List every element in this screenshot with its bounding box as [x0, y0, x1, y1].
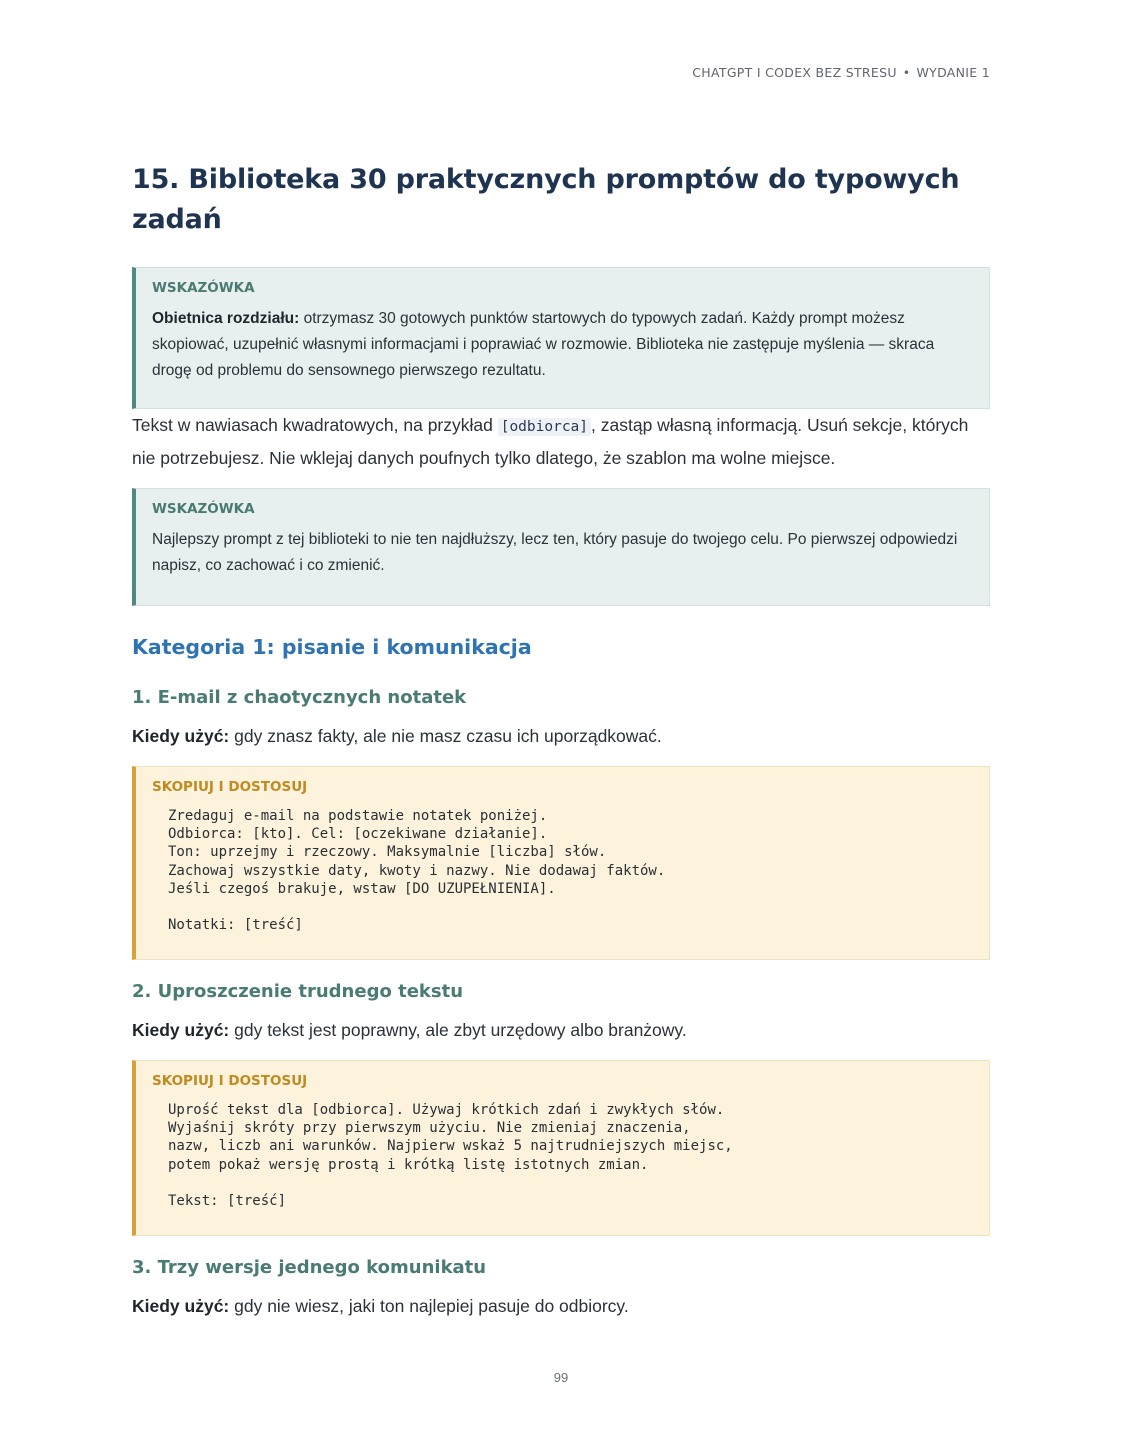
intro-text-start: Tekst w nawiasach kwadratowych, na przykład: [132, 415, 498, 435]
copy-box-label: SKOPIUJ I DOSTOSUJ: [152, 1073, 308, 1089]
copy-prompt-box: [132, 766, 990, 960]
hint-label: WSKAZÓWKA: [152, 280, 255, 296]
book-title: CHATGPT I CODEX BEZ STRESU: [692, 65, 897, 80]
when-label: Kiedy użyć:: [132, 1296, 230, 1316]
copy-prompt-box: [132, 1060, 990, 1236]
intro-paragraph: [132, 410, 990, 474]
running-header: [692, 65, 990, 80]
hint-text: [152, 306, 973, 384]
page-content: [132, 160, 990, 1320]
when-text: gdy tekst jest poprawny, ale zbyt urzędowy albo branżowy.: [229, 1020, 687, 1040]
prompt-heading: 1. E-mail z chaotycznych notatek: [132, 687, 467, 708]
prompt-code[interactable]: Uprość tekst dla [odbiorca]. Używaj krótkich zdań i zwykłych słów. Wyjaśnij skróty przy pierwszym użyciu. Nie zmieniaj znaczenia, nazw, liczb ani warunków. Najpierw wskaż 5 najtrudniejszych miejsc, potem pokaż wersję prostą i krótką listę istotnych zmian. Tekst: [treść]: [168, 1102, 733, 1210]
hint-box: [132, 488, 990, 606]
header-separator: •: [902, 65, 911, 80]
hint-box: [132, 267, 990, 409]
when-text: gdy nie wiesz, jaki ton najlepiej pasuje do odbiorcy.: [229, 1296, 629, 1316]
page-number: 99: [553, 1370, 569, 1385]
hint-label: WSKAZÓWKA: [152, 501, 255, 517]
edition-label: WYDANIE 1: [916, 65, 990, 80]
hint-bold-lead: Obietnica rozdziału:: [152, 310, 300, 327]
when-to-use: [132, 722, 990, 750]
intro-text-end: , zastąp własną informacją. Usuń sekcje, których nie potrzebujesz. Nie wklejaj danych poufnych tylko dlatego, że szablon ma wolne miejsce.: [132, 415, 969, 468]
prompt-code[interactable]: Zredaguj e-mail na podstawie notatek poniżej. Odbiorca: [kto]. Cel: [oczekiwane działanie]. Ton: uprzejmy i rzeczowy. Maksymalnie [liczba] słów. Zachowaj wszystkie daty, kwoty i nazwy. Nie dodawaj faktów. Jeśli czegoś brakuje, wstaw [DO UZUPEŁNIENIA]. Notatki: [treść]: [168, 808, 666, 934]
when-to-use: [132, 1292, 990, 1320]
prompt-heading: 2. Uproszczenie trudnego tekstu: [132, 981, 464, 1002]
inline-code-placeholder: [odbiorca]: [498, 418, 591, 436]
category-heading: Kategoria 1: pisanie i komunikacja: [132, 635, 532, 659]
hint-text: Najlepszy prompt z tej biblioteki to nie ten najdłuższy, lecz ten, który pasuje do twojego celu. Po pierwszej odpowiedzi napisz, co zachować i co zmienić.: [152, 531, 958, 574]
prompt-heading: 3. Trzy wersje jednego komunikatu: [132, 1257, 487, 1278]
when-label: Kiedy użyć:: [132, 1020, 230, 1040]
hint-body: otrzymasz 30 gotowych punktów startowych do typowych zadań. Każdy prompt możesz skopiować, uzupełnić własnymi informacjami i poprawiać w rozmowie. Biblioteka nie zastępuje myślenia — skraca drogę od problemu do sensownego pierwszego rezultatu.: [152, 310, 935, 379]
when-text: gdy znasz fakty, ale nie masz czasu ich uporządkować.: [229, 726, 662, 746]
copy-box-label: SKOPIUJ I DOSTOSUJ: [152, 779, 308, 795]
when-to-use: [132, 1016, 990, 1044]
when-label: Kiedy użyć:: [132, 726, 230, 746]
chapter-title: 15. Biblioteka 30 praktycznych promptów do typowych zadań: [132, 164, 960, 235]
